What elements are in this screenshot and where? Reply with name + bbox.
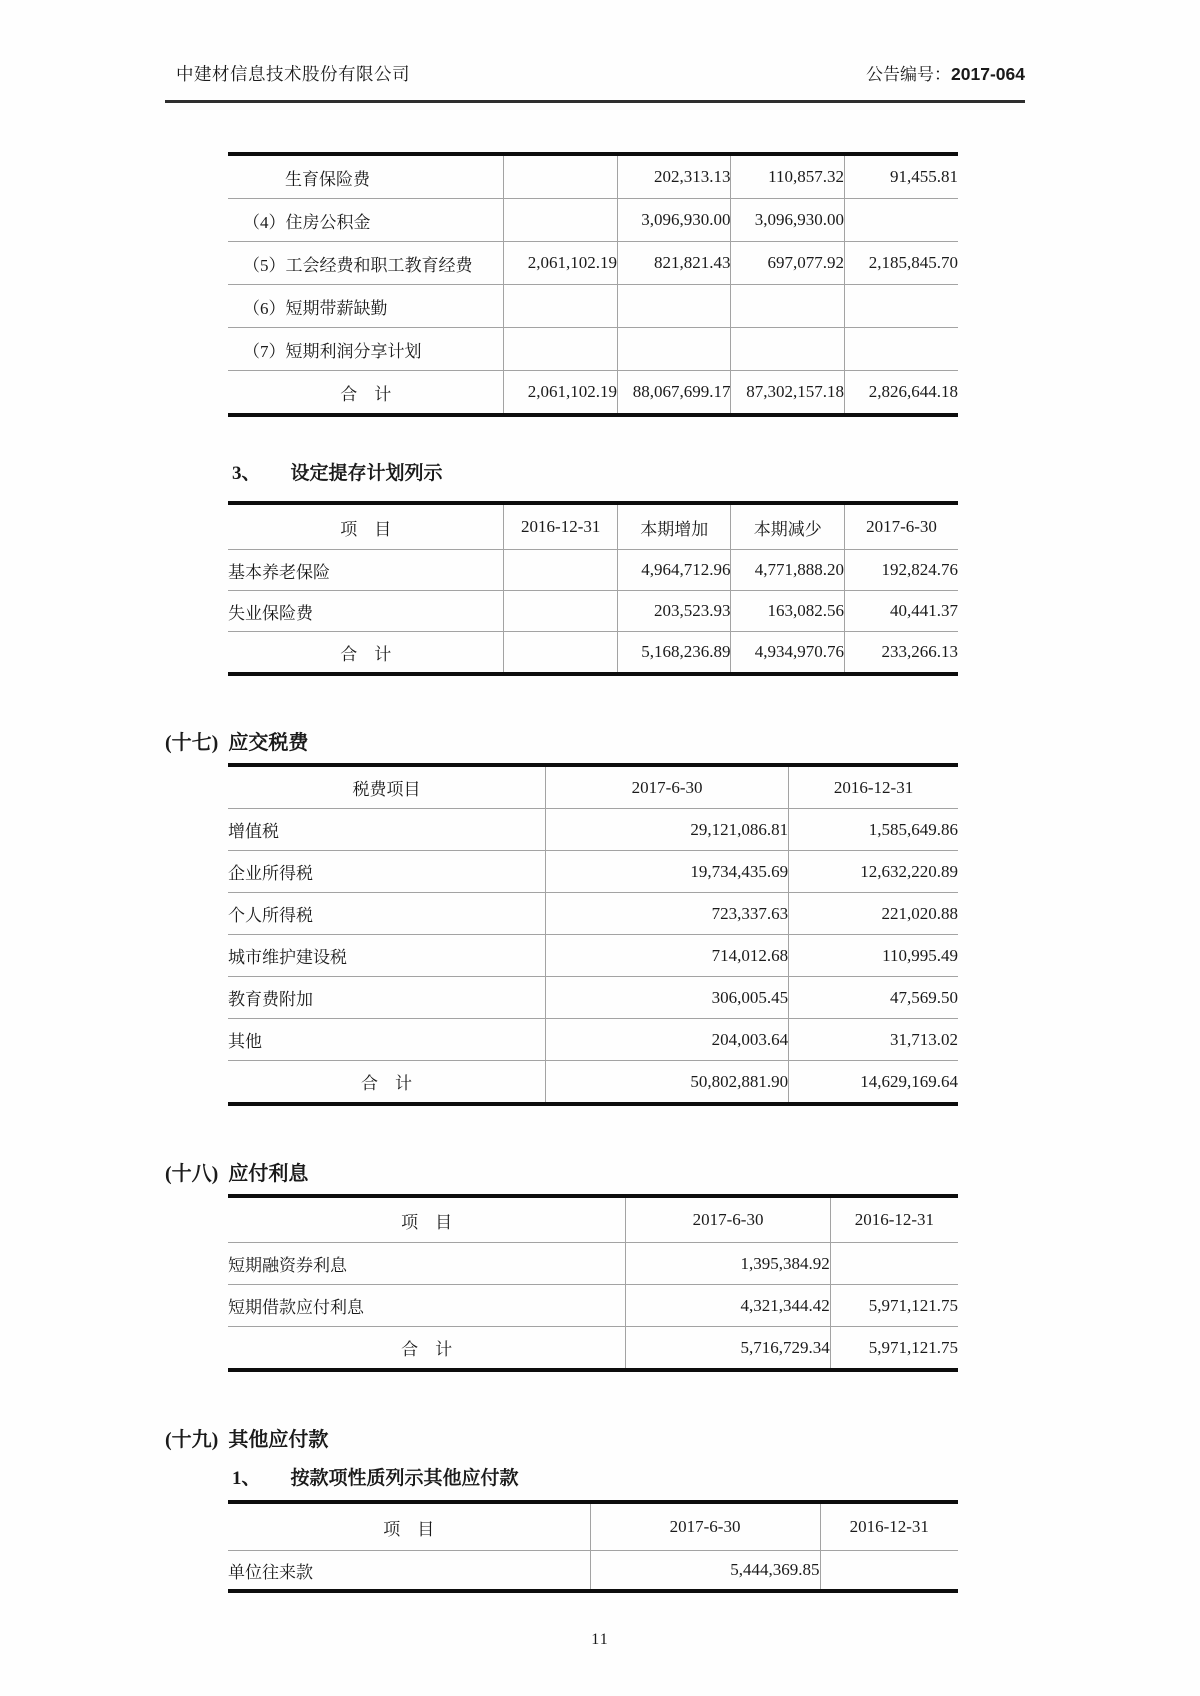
section-number: (十九) — [165, 1429, 219, 1451]
value-cell: 1,585,649.86 — [789, 809, 958, 851]
value-cell: 306,005.45 — [546, 977, 789, 1019]
column-header-cell: 2016-12-31 — [789, 765, 958, 809]
column-header-cell: 税费项目 — [228, 765, 546, 809]
table-row — [228, 591, 958, 632]
value-cell — [617, 328, 731, 371]
row-label-cell: 教育费附加 — [228, 977, 546, 1019]
value-cell — [830, 1243, 958, 1285]
value-cell: 2,061,102.19 — [504, 371, 618, 416]
value-cell: 12,632,220.89 — [789, 851, 958, 893]
value-cell: 29,121,086.81 — [546, 809, 789, 851]
value-cell: 3,096,930.00 — [617, 199, 731, 242]
value-cell: 4,771,888.20 — [731, 550, 845, 591]
column-header-cell: 2017-6-30 — [590, 1502, 820, 1551]
column-header-cell: 2016-12-31 — [830, 1196, 958, 1243]
table-row — [228, 154, 958, 199]
table-header-row — [228, 1196, 958, 1243]
value-cell: 5,716,729.34 — [626, 1327, 830, 1371]
subsection-heading-other-payables-by-nature — [232, 1466, 1200, 1491]
value-cell: 110,857.32 — [731, 154, 845, 199]
page-header — [176, 0, 1025, 86]
row-label-cell: 基本养老保险 — [228, 550, 504, 591]
row-label-cell: 合 计 — [228, 632, 504, 675]
table-row — [228, 1551, 958, 1592]
table-row — [228, 242, 958, 285]
row-label-cell: 增值税 — [228, 809, 546, 851]
column-header-cell: 2017-6-30 — [844, 503, 958, 550]
column-header-cell: 项 目 — [228, 1196, 626, 1243]
table-header-row — [228, 1502, 958, 1551]
announcement-number — [866, 60, 1025, 85]
other-payables-table — [228, 1500, 958, 1593]
row-label-cell: 城市维护建设税 — [228, 935, 546, 977]
announcement-number-label: 公告编号： — [866, 65, 952, 84]
row-label-cell: 其他 — [228, 1019, 546, 1061]
subsection-heading-defined-contribution — [232, 461, 1200, 486]
value-cell: 192,824.76 — [844, 550, 958, 591]
value-cell: 2,061,102.19 — [504, 242, 618, 285]
table-row — [228, 1243, 958, 1285]
table-row — [228, 851, 958, 893]
row-label-cell: 个人所得税 — [228, 893, 546, 935]
value-cell — [504, 285, 618, 328]
value-cell: 4,934,970.76 — [731, 632, 845, 675]
table-total-row — [228, 1327, 958, 1371]
column-header-cell: 2016-12-31 — [504, 503, 618, 550]
table-total-row — [228, 632, 958, 675]
table-row — [228, 199, 958, 242]
section-number: (十七) — [165, 732, 219, 754]
table-header-row — [228, 765, 958, 809]
announcement-number-value: 2017-064 — [951, 64, 1025, 84]
section-number: (十八) — [165, 1163, 219, 1185]
value-cell: 221,020.88 — [789, 893, 958, 935]
row-label-cell: （7）短期利润分享计划 — [228, 328, 504, 371]
value-cell — [504, 632, 618, 675]
value-cell: 91,455.81 — [844, 154, 958, 199]
row-label-cell: 短期借款应付利息 — [228, 1285, 626, 1327]
value-cell: 31,713.02 — [789, 1019, 958, 1061]
value-cell — [617, 285, 731, 328]
taxes-payable-table — [228, 763, 958, 1106]
header-rule — [165, 100, 1025, 103]
column-header-cell: 2017-6-30 — [546, 765, 789, 809]
row-label-cell: （4）住房公积金 — [228, 199, 504, 242]
row-label-cell: 合 计 — [228, 371, 504, 416]
value-cell: 203,523.93 — [617, 591, 731, 632]
table-total-row — [228, 371, 958, 416]
value-cell — [504, 550, 618, 591]
row-label-cell: （5）工会经费和职工教育经费 — [228, 242, 504, 285]
value-cell: 5,971,121.75 — [830, 1285, 958, 1327]
table-row — [228, 285, 958, 328]
table-row — [228, 328, 958, 371]
value-cell: 5,971,121.75 — [830, 1327, 958, 1371]
table-total-row — [228, 1061, 958, 1105]
value-cell: 697,077.92 — [731, 242, 845, 285]
section-heading-interest-payable — [165, 1161, 1200, 1187]
value-cell: 88,067,699.17 — [617, 371, 731, 416]
subsection-number: 1、 — [232, 1468, 261, 1489]
value-cell: 723,337.63 — [546, 893, 789, 935]
column-header-cell: 2017-6-30 — [626, 1196, 830, 1243]
table-row — [228, 1019, 958, 1061]
row-label-cell: 单位往来款 — [228, 1551, 590, 1592]
value-cell — [844, 285, 958, 328]
column-header-cell: 本期增加 — [617, 503, 731, 550]
value-cell — [504, 591, 618, 632]
page-number: 11 — [591, 1631, 609, 1648]
value-cell: 19,734,435.69 — [546, 851, 789, 893]
row-label-cell: 生育保险费 — [228, 154, 504, 199]
interest-payable-table — [228, 1194, 958, 1372]
section-heading-taxes-payable — [165, 730, 1200, 756]
table-row — [228, 935, 958, 977]
value-cell: 3,096,930.00 — [731, 199, 845, 242]
row-label-cell: 短期融资券利息 — [228, 1243, 626, 1285]
table-row — [228, 893, 958, 935]
subsection-title: 设定提存计划列示 — [290, 463, 443, 484]
value-cell: 5,168,236.89 — [617, 632, 731, 675]
column-header-cell: 项 目 — [228, 1502, 590, 1551]
value-cell: 233,266.13 — [844, 632, 958, 675]
section-heading-other-payables — [165, 1427, 1200, 1453]
value-cell: 47,569.50 — [789, 977, 958, 1019]
value-cell: 87,302,157.18 — [731, 371, 845, 416]
row-label-cell: 合 计 — [228, 1327, 626, 1371]
value-cell: 14,629,169.64 — [789, 1061, 958, 1105]
value-cell: 1,395,384.92 — [626, 1243, 830, 1285]
value-cell — [731, 285, 845, 328]
subsection-title: 按款项性质列示其他应付款 — [290, 1468, 519, 1489]
column-header-cell: 本期减少 — [731, 503, 845, 550]
defined-contribution-plan-table — [228, 501, 958, 676]
table-header-row — [228, 503, 958, 550]
value-cell: 4,964,712.96 — [617, 550, 731, 591]
table-row — [228, 550, 958, 591]
row-label-cell: 企业所得税 — [228, 851, 546, 893]
value-cell — [731, 328, 845, 371]
employee-benefits-table — [228, 152, 958, 417]
row-label-cell: 失业保险费 — [228, 591, 504, 632]
table-row — [228, 1285, 958, 1327]
section-title: 其他应付款 — [228, 1429, 329, 1451]
value-cell: 50,802,881.90 — [546, 1061, 789, 1105]
value-cell: 821,821.43 — [617, 242, 731, 285]
value-cell — [504, 328, 618, 371]
value-cell: 202,313.13 — [617, 154, 731, 199]
section-title: 应交税费 — [228, 732, 309, 754]
value-cell — [504, 154, 618, 199]
table-row — [228, 977, 958, 1019]
value-cell: 110,995.49 — [789, 935, 958, 977]
table-row — [228, 809, 958, 851]
value-cell — [504, 199, 618, 242]
value-cell — [844, 199, 958, 242]
value-cell: 163,082.56 — [731, 591, 845, 632]
column-header-cell: 2016-12-31 — [820, 1502, 958, 1551]
row-label-cell: （6）短期带薪缺勤 — [228, 285, 504, 328]
value-cell: 5,444,369.85 — [590, 1551, 820, 1592]
value-cell: 4,321,344.42 — [626, 1285, 830, 1327]
value-cell — [820, 1551, 958, 1592]
column-header-cell: 项 目 — [228, 503, 504, 550]
subsection-number: 3、 — [232, 463, 261, 484]
value-cell: 2,826,644.18 — [844, 371, 958, 416]
value-cell: 714,012.68 — [546, 935, 789, 977]
row-label-cell: 合 计 — [228, 1061, 546, 1105]
value-cell: 40,441.37 — [844, 591, 958, 632]
section-title: 应付利息 — [228, 1163, 309, 1185]
value-cell: 204,003.64 — [546, 1019, 789, 1061]
company-name: 中建材信息技术股份有限公司 — [176, 64, 410, 84]
value-cell — [844, 328, 958, 371]
value-cell: 2,185,845.70 — [844, 242, 958, 285]
